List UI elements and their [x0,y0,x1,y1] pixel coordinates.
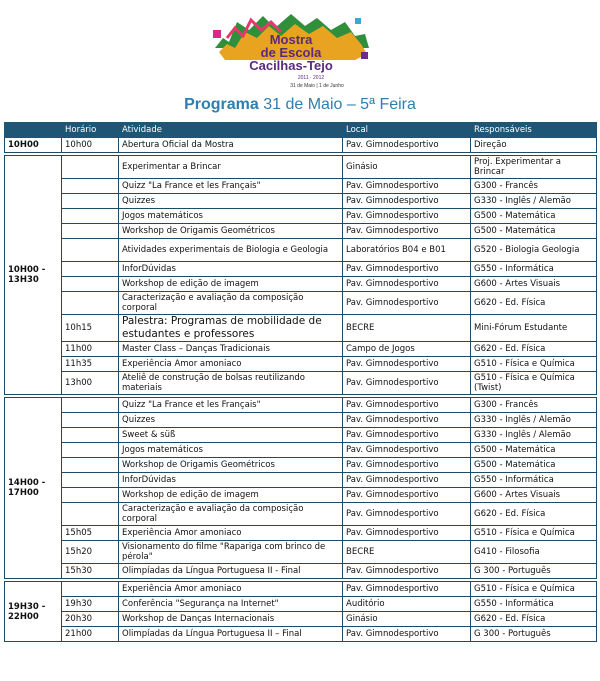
local-cell: Pav. Gimnodesportivo [343,357,471,372]
time-block-cell: 10H00 [5,138,62,153]
local-cell: Pav. Gimnodesportivo [343,292,471,315]
responsaveis-cell: G500 - Matemática [471,458,597,473]
responsaveis-cell: G600 - Artes Visuais [471,488,597,503]
column-header: Atividade [119,123,343,138]
table-row [5,138,597,153]
atividade-cell: Quizzes [119,413,343,428]
local-cell: Pav. Gimnodesportivo [343,209,471,224]
horario-cell: 15h05 [62,526,119,541]
column-header: Responsáveis [471,123,597,138]
local-cell: Pav. Gimnodesportivo [343,277,471,292]
horario-cell [62,428,119,443]
atividade-cell: Experiência Amor amoniaco [119,526,343,541]
responsaveis-cell: G620 - Ed. Física [471,612,597,627]
atividade-cell: Experimentar a Brincar [119,156,343,179]
responsaveis-cell: G410 - Filosofia [471,541,597,564]
responsaveis-cell: G 300 - Português [471,564,597,579]
horario-cell [62,262,119,277]
local-cell: Pav. Gimnodesportivo [343,473,471,488]
table-row [5,224,597,239]
horario-cell [62,194,119,209]
atividade-cell: InforDúvidas [119,473,343,488]
responsaveis-cell: G520 - Biologia Geologia [471,239,597,262]
responsaveis-cell: G550 - Informática [471,597,597,612]
table-row [5,357,597,372]
atividade-cell: Quizz "La France et les Français" [119,398,343,413]
logo-years: 2011 · 2012 [297,75,325,81]
responsaveis-cell: G510 - Física e Química [471,526,597,541]
table-row [5,458,597,473]
responsaveis-cell: G500 - Matemática [471,224,597,239]
table-row [5,239,597,262]
atividade-cell: Atividades experimentais de Biologia e Geologia [119,239,343,262]
table-row [5,398,597,413]
horario-cell: 21h00 [62,627,119,642]
table-row [5,342,597,357]
horario-cell [62,224,119,239]
table-row [5,428,597,443]
horario-cell [62,413,119,428]
local-cell: Pav. Gimnodesportivo [343,488,471,503]
horario-cell: 20h30 [62,612,119,627]
horario-cell: 19h30 [62,597,119,612]
responsaveis-cell: Direção [471,138,597,153]
responsaveis-cell: G500 - Matemática [471,209,597,224]
atividade-cell: Workshop de Danças Internacionais [119,612,343,627]
table-row [5,582,597,597]
local-cell: Pav. Gimnodesportivo [343,138,471,153]
atividade-cell: Jogos matemáticos [119,443,343,458]
horario-cell: 10h00 [62,138,119,153]
atividade-cell: Visionamento do filme "Rapariga com brinco de pérola" [119,541,343,564]
local-cell: BECRE [343,541,471,564]
table-row [5,564,597,579]
atividade-cell: Caracterização e avaliação da composição corporal [119,292,343,315]
table-row [5,473,597,488]
horario-cell: 15h30 [62,564,119,579]
horario-cell: 13h00 [62,372,119,395]
table-row [5,503,597,526]
responsaveis-cell: G500 - Matemática [471,443,597,458]
responsaveis-cell: G300 - Francês [471,179,597,194]
local-cell: Pav. Gimnodesportivo [343,413,471,428]
responsaveis-cell: G510 - Física e Química [471,357,597,372]
local-cell: Ginásio [343,612,471,627]
atividade-cell: Olimpíadas da Língua Portuguesa II – Final [119,627,343,642]
horario-cell [62,458,119,473]
horario-cell [62,473,119,488]
responsaveis-cell: G 300 - Português [471,627,597,642]
table-row [5,194,597,209]
responsaveis-cell: G330 - Inglês / Alemão [471,194,597,209]
atividade-cell: Workshop de Origamis Geométricos [119,224,343,239]
horario-cell: 11h00 [62,342,119,357]
table-row [5,443,597,458]
horario-cell: 11h35 [62,357,119,372]
responsaveis-cell: G620 - Ed. Física [471,292,597,315]
local-cell: Pav. Gimnodesportivo [343,194,471,209]
local-cell: Pav. Gimnodesportivo [343,428,471,443]
table-header-row [5,123,597,138]
atividade-cell: Quizzes [119,194,343,209]
horario-cell [62,156,119,179]
table-row [5,372,597,395]
responsaveis-cell: Mini-Fórum Estudante [471,315,597,342]
horario-cell [62,398,119,413]
local-cell: Auditório [343,597,471,612]
responsaveis-cell: G550 - Informática [471,473,597,488]
table-row [5,488,597,503]
table-row [5,292,597,315]
responsaveis-cell: G550 - Informática [471,262,597,277]
local-cell: Pav. Gimnodesportivo [343,526,471,541]
responsaveis-cell: G620 - Ed. Física [471,503,597,526]
table-row [5,179,597,194]
local-cell: Ginásio [343,156,471,179]
local-cell: Pav. Gimnodesportivo [343,582,471,597]
responsaveis-cell: G300 - Francês [471,398,597,413]
horario-cell [62,503,119,526]
horario-cell [62,488,119,503]
table-row [5,315,597,342]
local-cell: Pav. Gimnodesportivo [343,443,471,458]
table-row [5,627,597,642]
table-row [5,262,597,277]
title-rest: 31 de Maio – 5ª Feira [258,96,416,113]
local-cell: Pav. Gimnodesportivo [343,179,471,194]
atividade-cell: Quizz "La France et les Français" [119,179,343,194]
table-row [5,277,597,292]
atividade-cell: Workshop de edição de imagem [119,277,343,292]
local-cell: Pav. Gimnodesportivo [343,458,471,473]
title-bold: Programa [184,96,259,113]
atividade-cell: Conferência "Segurança na Internet" [119,597,343,612]
table-row [5,156,597,179]
column-header: Horário [62,123,119,138]
atividade-cell: Ateliê de construção de bolsas reutilizando materiais [119,372,343,395]
horario-cell [62,582,119,597]
table-row [5,526,597,541]
horario-cell [62,179,119,194]
time-block-cell: 10H00 - 13H30 [5,156,62,395]
atividade-cell: Jogos matemáticos [119,209,343,224]
atividade-cell: Experiência Amor amoniaco [119,582,343,597]
logo-date: 31 de Maio | 1 de Junho [290,83,344,89]
responsaveis-cell: G620 - Ed. Física [471,342,597,357]
atividade-cell: Experiência Amor amoniaco [119,357,343,372]
event-logo [205,8,375,92]
schedule-table [4,122,597,642]
table-row [5,209,597,224]
responsaveis-cell: Proj. Experimentar a Brincar [471,156,597,179]
local-cell: Pav. Gimnodesportivo [343,503,471,526]
atividade-cell: Workshop de Origamis Geométricos [119,458,343,473]
local-cell: Pav. Gimnodesportivo [343,372,471,395]
column-header [5,123,62,138]
local-cell: Pav. Gimnodesportivo [343,564,471,579]
atividade-cell: Master Class – Danças Tradicionais [119,342,343,357]
table-row [5,413,597,428]
responsaveis-cell: G510 - Física e Química [471,582,597,597]
logo-line-1: Mostra [269,32,313,47]
horario-cell [62,292,119,315]
page-title [0,96,600,114]
local-cell: Pav. Gimnodesportivo [343,627,471,642]
horario-cell [62,277,119,292]
atividade-cell: Workshop de edição de imagem [119,488,343,503]
responsaveis-cell: G510 - Física e Química (Twist) [471,372,597,395]
local-cell: BECRE [343,315,471,342]
table-body [5,138,597,642]
local-cell: Pav. Gimnodesportivo [343,224,471,239]
local-cell: Pav. Gimnodesportivo [343,398,471,413]
horario-cell [62,443,119,458]
horario-cell [62,239,119,262]
table-row [5,541,597,564]
time-block-cell: 19H30 - 22H00 [5,582,62,642]
time-block-cell: 14H00 - 17H00 [5,398,62,579]
logo-line-3: Cacilhas-Tejo [249,58,333,73]
table-row [5,597,597,612]
local-cell: Pav. Gimnodesportivo [343,262,471,277]
horario-cell: 15h20 [62,541,119,564]
column-header: Local [343,123,471,138]
atividade-cell: Olimpíadas da Língua Portuguesa II - Final [119,564,343,579]
responsaveis-cell: G330 - Inglês / Alemão [471,413,597,428]
horario-cell [62,209,119,224]
atividade-cell: Palestra: Programas de mobilidade de estudantes e professores [119,315,343,342]
local-cell: Laboratórios B04 e B01 [343,239,471,262]
atividade-cell: InforDúvidas [119,262,343,277]
logo-line-2: de Escola [260,45,322,60]
table-row [5,612,597,627]
horario-cell: 10h15 [62,315,119,342]
local-cell: Campo de Jogos [343,342,471,357]
schedule-table-wrapper [4,122,596,642]
responsaveis-cell: G330 - Inglês / Alemão [471,428,597,443]
atividade-cell: Caracterização e avaliação da composição corporal [119,503,343,526]
atividade-cell: Sweet & süß [119,428,343,443]
logo-graphic [205,8,375,92]
responsaveis-cell: G600 - Artes Visuais [471,277,597,292]
atividade-cell: Abertura Oficial da Mostra [119,138,343,153]
